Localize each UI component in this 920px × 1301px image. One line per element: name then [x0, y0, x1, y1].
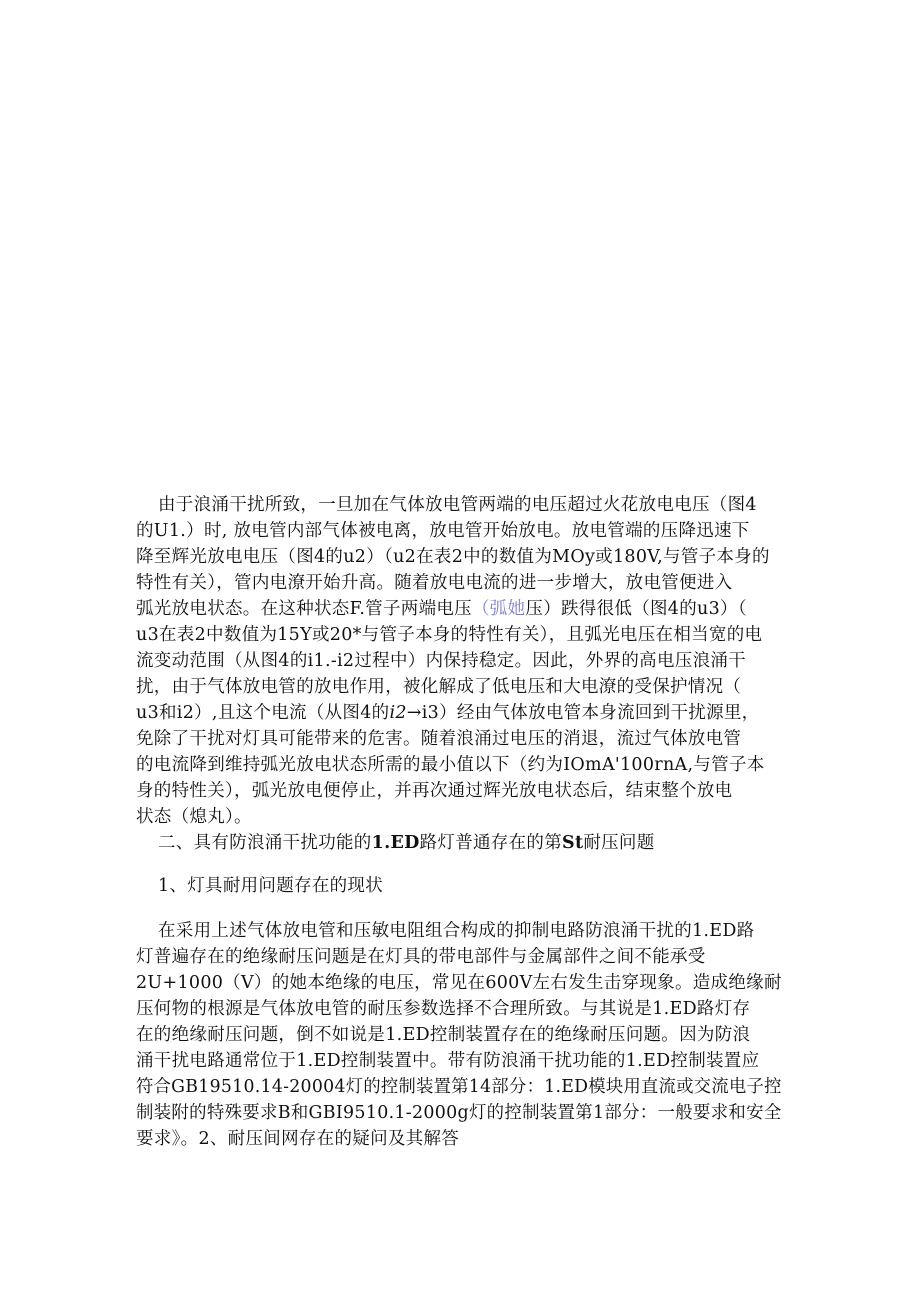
paragraph-1-line-8: 扰，由于气体放电管的放电作用，被化解成了低电压和大电潦的受保护情况（ [136, 677, 742, 697]
paragraph-1-line-5-text: 弧光放电状态。在这种状态F.管子两端电压 [136, 599, 472, 619]
paragraph-1-line-5-rest: 压）跌得很低（图4的u3）（ [525, 599, 747, 619]
paragraph-2-line-4: 压何物的根源是气体放电管的耐压参数选择不合理所致。与其说是1.ED路灯存 [136, 999, 751, 1019]
paragraph-2-line-8: 制装附的特殊要求B和GBI9510.1-2000g灯的控制装置第1部分：一般要求和安全 [136, 1103, 782, 1123]
section-heading-2-bold-1: 1.ED [371, 833, 420, 853]
paragraph-1-line-12: 身的特性关），弧光放电便停止，并再次通过辉光放电状态后，结束整个放电 [136, 781, 733, 801]
paragraph-1-line-2: 的U1.）时, 放电管内部气体被电离，放电管开始放电。放电管端的压降迅速下 [136, 521, 750, 541]
paragraph-1-line-7: 流变动范围（从图4的i1.-i2过程中）内保持稳定。因此，外界的高电压浪涌干 [136, 651, 746, 671]
section-heading-2 [158, 830, 655, 856]
paragraph-1-line-6: u3在表2中数值为15Y或20*与管子本身的特性有关），且弧光电压在相当宽的电 [136, 625, 763, 645]
section-heading-2-middle: 路灯普通存在的第 [419, 833, 562, 853]
section-heading-2-bold-2: St [562, 833, 584, 853]
paragraph-1-line-9-b: →i3）经由气体放电管本身流回到干扰源里， [406, 703, 760, 723]
paragraph-2-line-6: 涌干扰电路通常位于1.ED控制装置中。带有防浪涌干扰功能的1.ED控制装置应 [136, 1051, 760, 1071]
paragraph-2-line-5: 在的绝缘耐压问题，倒不如说是1.ED控制装置存在的绝缘耐压问题。因为防浪 [136, 1025, 751, 1045]
paragraph-2-line-2: 灯普遍存在的绝缘耐压问题是在灯具的带电部件与金属部件之间不能承受 [136, 947, 706, 967]
subheading-1: 1、灯具耐用问题存在的现状 [158, 876, 384, 896]
paragraph-1-line-1: 由于浪涌干扰所致，一旦加在气体放电管两端的电压超过火花放电电压（图4 [158, 495, 757, 515]
paragraph-2-line-3: 2U+1000（V）的她本绝缘的电压，常见在600V左右发生击穿现象。造成绝缘耐 [136, 973, 782, 993]
section-heading-2-prefix: 二、具有防浪涌干扰功能的 [158, 833, 372, 853]
paragraph-1-line-3: 降至辉光放电电压（图4的u2）（u2在表2中的数值为MOy或180V,与管子本身的 [136, 547, 770, 567]
section-heading-2-suffix: 耐压问题 [583, 833, 655, 853]
paragraph-1-line-5-link[interactable]: （弧她 [471, 599, 526, 619]
paragraph-1-line-9-a: u3和i2）,且这个电流（从图4的 [136, 703, 390, 723]
paragraph-1-line-5 [136, 596, 747, 622]
paragraph-1-line-11: 的电流降到维持弧光放电状态所需的最小值以下（约为IOmA'100rnA,与管子本 [136, 755, 765, 775]
paragraph-1-line-10: 免除了干扰对灯具可能带来的危害。随着浪涌过电压的消退，流过气体放电管 [136, 729, 742, 749]
paragraph-1-line-4: 特性有关），管内电潦开始升高。随着放电电流的进一步增大，放电管便进入 [136, 573, 733, 593]
paragraph-2-line-7: 符合GB19510.14-20004灯的控制装置第14部分：1.ED模块用直流或交流电子控 [136, 1077, 782, 1097]
paragraph-1-line-9 [136, 700, 759, 726]
paragraph-2-line-1: 在采用上述气体放电管和压敏电阻组合构成的抑制电路防浪涌干扰的1.ED路 [158, 921, 755, 941]
paragraph-2-line-9: 要求》。2、耐压间网存在的疑问及其解答 [136, 1129, 460, 1149]
paragraph-1-line-13: 状态（熄丸）。 [136, 807, 252, 827]
paragraph-1-line-9-italic: i2 [389, 703, 407, 723]
